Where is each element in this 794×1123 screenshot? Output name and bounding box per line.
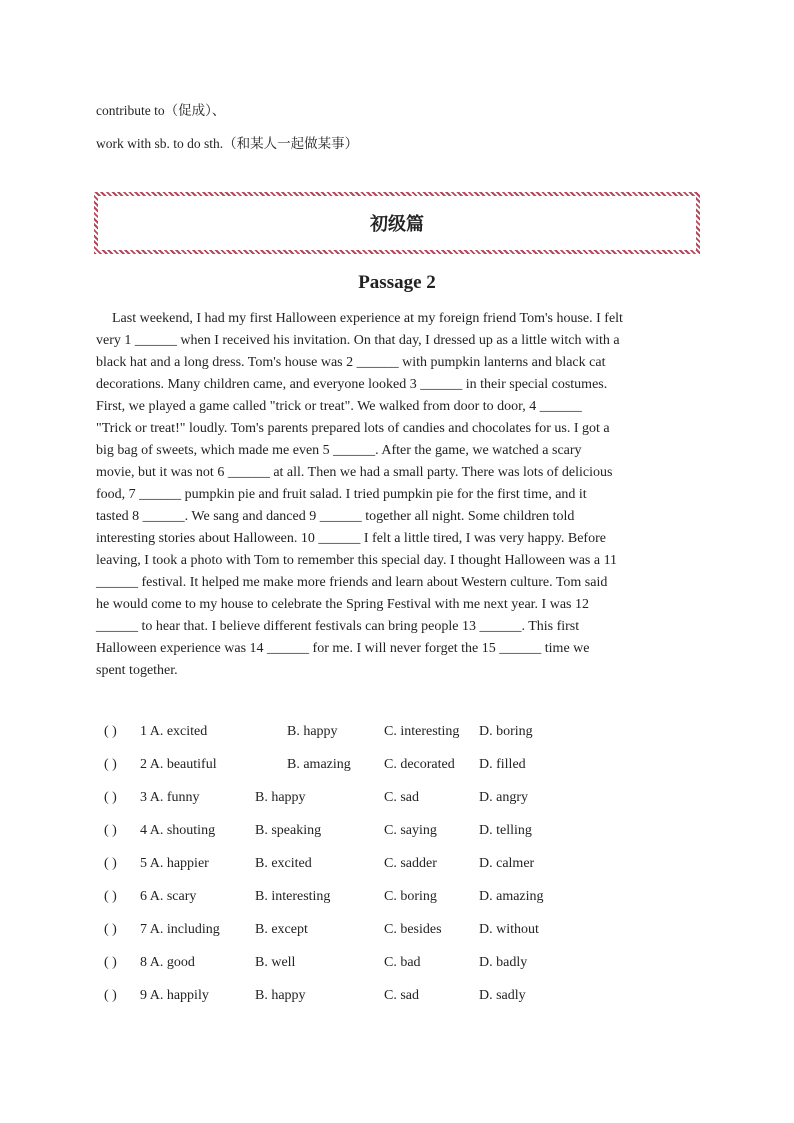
passage-line: food, 7 ______ pumpkin pie and fruit salad. I tried pumpkin pie for the first time, and it	[96, 487, 587, 502]
option-c: C. decorated	[384, 757, 455, 772]
option-c: C. saying	[384, 823, 437, 838]
option-b: B. interesting	[255, 889, 331, 904]
option-d: D. telling	[479, 823, 532, 838]
answer-blank[interactable]: ( )	[104, 955, 117, 970]
section-title: 初级篇	[370, 214, 424, 235]
passage-line: ______ festival. It helped me make more friends and learn about Western culture. Tom said	[96, 575, 608, 590]
option-d: D. sadly	[479, 988, 526, 1003]
option-c: C. bad	[384, 955, 421, 970]
option-b: B. happy	[287, 724, 338, 739]
answer-blank[interactable]: ( )	[104, 724, 117, 739]
passage-line: Halloween experience was 14 ______ for me. I will never forget the 15 ______ time we	[96, 641, 590, 656]
option-b: B. happy	[255, 790, 306, 805]
phrase-contribute-to: contribute to（促成）、	[96, 103, 226, 118]
option-d: D. without	[479, 922, 539, 937]
answer-blank[interactable]: ( )	[104, 922, 117, 937]
option-a: 9 A. happily	[140, 988, 209, 1003]
option-c: C. interesting	[384, 724, 460, 739]
passage-line: spent together.	[96, 663, 178, 678]
option-a: 3 A. funny	[140, 790, 200, 805]
option-d: D. filled	[479, 757, 526, 772]
option-c: C. sad	[384, 988, 419, 1003]
option-b: B. speaking	[255, 823, 322, 838]
passage-line: "Trick or treat!" loudly. Tom's parents prepared lots of candies and chocolates for us. I got a	[96, 421, 610, 436]
passage-line: ______ to hear that. I believe different festivals can bring people 13 ______. This first	[96, 619, 580, 634]
phrase-work-with: work with sb. to do sth.（和某人一起做某事）	[96, 136, 359, 151]
passage-line: leaving, I took a photo with Tom to remember this special day. I thought Halloween was a 11	[96, 553, 618, 568]
answer-blank[interactable]: ( )	[104, 988, 117, 1003]
option-a: 1 A. excited	[140, 724, 208, 739]
passage-line: Last weekend, I had my first Halloween experience at my foreign friend Tom's house. I felt	[112, 311, 623, 326]
option-a: 4 A. shouting	[140, 823, 216, 838]
option-b: B. well	[255, 955, 296, 970]
passage-line: tasted 8 ______. We sang and danced 9 ______ together all night. Some children told	[96, 509, 575, 524]
option-b: B. excited	[255, 856, 312, 871]
passage-line: First, we played a game called "trick or treat". We walked from door to door, 4 ______	[96, 399, 582, 414]
option-d: D. boring	[479, 724, 533, 739]
passage-line: movie, but it was not 6 ______ at all. Then we had a small party. There was lots of delicious	[96, 465, 613, 480]
option-d: D. badly	[479, 955, 528, 970]
passage-line: decorations. Many children came, and everyone looked 3 ______ in their special costumes.	[96, 377, 608, 392]
section-banner	[94, 192, 700, 254]
option-d: D. calmer	[479, 856, 535, 871]
option-d: D. angry	[479, 790, 528, 805]
option-d: D. amazing	[479, 889, 544, 904]
passage-title: Passage 2	[358, 272, 436, 293]
answer-blank[interactable]: ( )	[104, 790, 117, 805]
option-a: 5 A. happier	[140, 856, 209, 871]
passage-line: big bag of sweets, which made me even 5 ______. After the game, we watched a scary	[96, 443, 582, 458]
passage-line: interesting stories about Halloween. 10 ______ I felt a little tired, I was very happy. Before	[96, 531, 606, 546]
answer-blank[interactable]: ( )	[104, 856, 117, 871]
option-a: 6 A. scary	[140, 889, 197, 904]
option-b: B. happy	[255, 988, 306, 1003]
answer-blank[interactable]: ( )	[104, 823, 117, 838]
passage-line: very 1 ______ when I received his invitation. On that day, I dressed up as a little witch with a	[96, 333, 620, 348]
option-c: C. sadder	[384, 856, 437, 871]
option-a: 2 A. beautiful	[140, 757, 217, 772]
passage-body	[96, 308, 696, 682]
option-c: C. besides	[384, 922, 442, 937]
answer-blank[interactable]: ( )	[104, 757, 117, 772]
passage-line: he would come to my house to celebrate the Spring Festival with me next year. I was 12	[96, 597, 589, 612]
answer-blank[interactable]: ( )	[104, 889, 117, 904]
option-b: B. amazing	[287, 757, 351, 772]
passage-line: black hat and a long dress. Tom's house was 2 ______ with pumpkin lanterns and black cat	[96, 355, 606, 370]
option-a: 7 A. including	[140, 922, 220, 937]
option-c: C. sad	[384, 790, 419, 805]
option-a: 8 A. good	[140, 955, 195, 970]
option-c: C. boring	[384, 889, 437, 904]
option-b: B. except	[255, 922, 308, 937]
